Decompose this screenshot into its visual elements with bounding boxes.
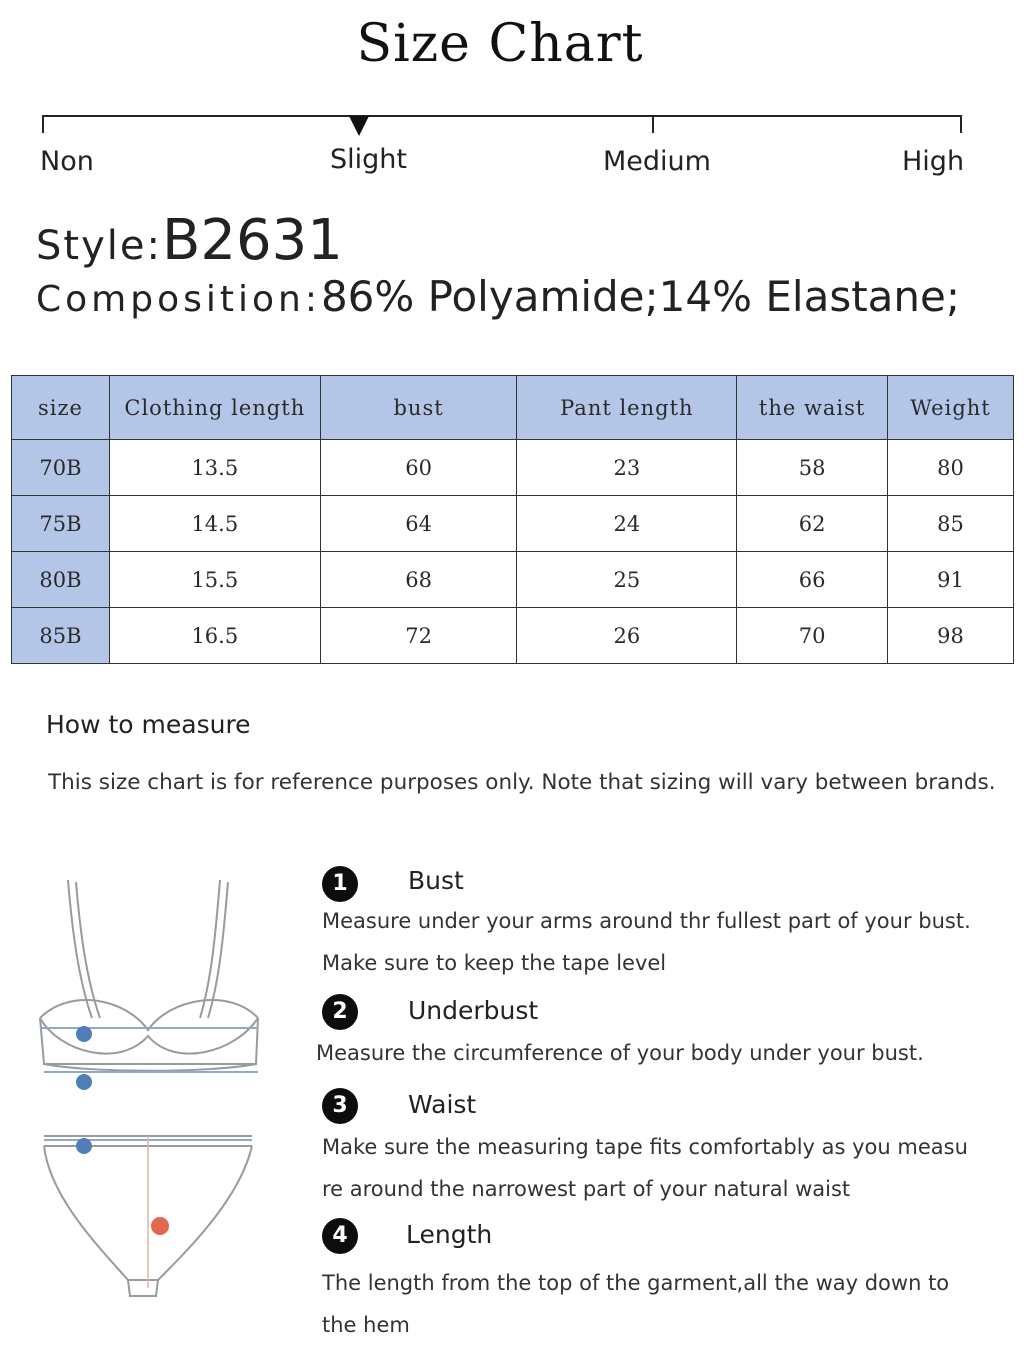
scale-label-slight: Slight — [330, 144, 407, 175]
step-text: The length from the top of the garment,all the way down to — [322, 1271, 950, 1295]
table-cell: 16.5 — [109, 608, 320, 664]
table-cell: 80 — [888, 440, 1014, 496]
scale-label-high: High — [902, 146, 965, 177]
table-cell: 75B — [12, 496, 110, 552]
header-cell: Weight — [888, 376, 1014, 440]
step-text: Make sure to keep the tape level — [322, 951, 667, 975]
table-cell: 14.5 — [109, 496, 320, 552]
how-to-measure-title: How to measure — [46, 710, 251, 739]
table-cell: 62 — [737, 496, 888, 552]
step-number-badge: 4 — [322, 1218, 358, 1254]
header-cell: Clothing length — [109, 376, 320, 440]
step-number-badge: 3 — [322, 1088, 358, 1124]
bikini-diagram-icon — [30, 868, 270, 1318]
style-label: Style: — [36, 223, 162, 269]
table-cell: 72 — [320, 608, 517, 664]
table-cell: 64 — [320, 496, 517, 552]
header-cell: Pant length — [517, 376, 737, 440]
scale-tick-high — [960, 115, 962, 133]
how-to-measure-note: This size chart is for reference purposes only. Note that sizing will vary between brands. — [48, 770, 996, 795]
composition-label: Composition: — [36, 279, 321, 320]
table-row — [12, 552, 1014, 608]
step-title: Bust — [408, 866, 464, 895]
step-title: Length — [406, 1220, 493, 1249]
step-text: Make sure the measuring tape fits comfortably as you measu — [322, 1135, 968, 1159]
table-cell: 66 — [737, 552, 888, 608]
step-text: the hem — [322, 1313, 410, 1337]
table-cell: 91 — [888, 552, 1014, 608]
style-value: B2631 — [161, 208, 343, 273]
step-number-badge: 2 — [322, 994, 358, 1030]
scale-tick-non — [42, 115, 44, 133]
step-title: Underbust — [408, 996, 539, 1025]
scale-tick-medium — [652, 115, 654, 133]
scale-pointer-icon — [349, 116, 369, 136]
scale-line — [42, 115, 962, 117]
header-cell: size — [12, 376, 110, 440]
header-cell: the waist — [737, 376, 888, 440]
table-cell: 85 — [888, 496, 1014, 552]
table-header-row — [12, 376, 1014, 440]
composition-value: 86% Polyamide;14% Elastane; — [320, 272, 961, 321]
table-cell: 70B — [12, 440, 110, 496]
scale-label-non: Non — [40, 146, 94, 177]
table-cell: 13.5 — [109, 440, 320, 496]
table-cell: 80B — [12, 552, 110, 608]
stretch-scale — [0, 0, 1024, 190]
table-row — [12, 608, 1014, 664]
table-cell: 15.5 — [109, 552, 320, 608]
size-table — [11, 375, 1014, 664]
step-text: Measure under your arms around thr fullest part of your bust. — [322, 909, 971, 933]
step-title: Waist — [408, 1090, 477, 1119]
table-cell: 98 — [888, 608, 1014, 664]
step-text: Measure the circumference of your body under your bust. — [316, 1041, 924, 1065]
table-row — [12, 440, 1014, 496]
table-cell: 25 — [517, 552, 737, 608]
step-number-badge: 1 — [322, 866, 358, 902]
composition-line — [36, 272, 960, 321]
table-cell: 24 — [517, 496, 737, 552]
header-cell: bust — [320, 376, 517, 440]
table-cell: 26 — [517, 608, 737, 664]
table-cell: 23 — [517, 440, 737, 496]
table-row — [12, 496, 1014, 552]
table-cell: 70 — [737, 608, 888, 664]
table-cell: 85B — [12, 608, 110, 664]
page-title: Size Chart — [356, 14, 644, 74]
step-text: re around the narrowest part of your natural waist — [322, 1177, 851, 1201]
scale-label-medium: Medium — [603, 146, 711, 177]
table-cell: 58 — [737, 440, 888, 496]
table-cell: 60 — [320, 440, 517, 496]
table-cell: 68 — [320, 552, 517, 608]
style-line — [36, 208, 343, 273]
